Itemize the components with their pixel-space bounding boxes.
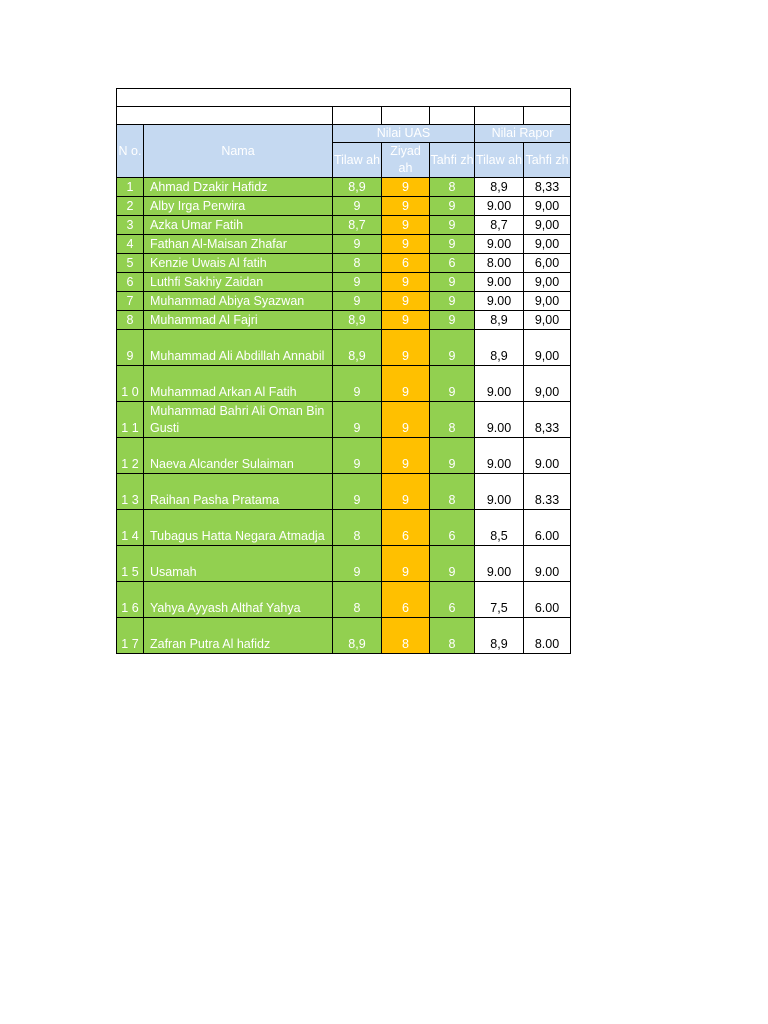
table-row [117,618,571,654]
uas-tilawah-cell[interactable]: 9 [333,292,382,311]
blank-row [117,107,571,125]
rapor-tahfizh-cell[interactable]: 9.00 [524,438,571,474]
uas-ziyadah-cell[interactable]: 9 [382,311,430,330]
header-rapor-tahfizh[interactable]: Tahfi zh [524,143,571,178]
student-name-cell[interactable]: Muhammad Ali Abdillah Annabil [144,330,333,366]
table-row [117,311,571,330]
blank-cell[interactable] [475,107,524,125]
table-row [117,546,571,582]
uas-tahfizh-cell[interactable]: 8 [430,618,475,654]
table-row [117,510,571,546]
uas-ziyadah-cell[interactable]: 9 [382,292,430,311]
uas-ziyadah-cell[interactable]: 9 [382,546,430,582]
blank-cell[interactable] [117,107,333,125]
row-number-cell[interactable]: 4 [117,235,144,254]
rapor-tilawah-cell[interactable]: 9.00 [475,366,524,402]
table-row [117,330,571,366]
uas-tahfizh-cell[interactable]: 9 [430,197,475,216]
uas-tilawah-cell[interactable]: 8 [333,510,382,546]
uas-tahfizh-cell[interactable]: 8 [430,474,475,510]
table-row [117,273,571,292]
uas-ziyadah-cell[interactable]: 6 [382,254,430,273]
rapor-tilawah-cell[interactable]: 8,5 [475,510,524,546]
blank-cell[interactable] [524,107,571,125]
rapor-tilawah-cell[interactable]: 8,9 [475,178,524,197]
uas-tahfizh-cell[interactable]: 9 [430,311,475,330]
uas-tilawah-cell[interactable]: 9 [333,235,382,254]
rapor-tahfizh-cell[interactable]: 8,33 [524,178,571,197]
rapor-tahfizh-cell[interactable]: 6.00 [524,582,571,618]
title-row [117,89,571,107]
student-name-cell[interactable]: Fathan Al-Maisan Zhafar [144,235,333,254]
uas-tahfizh-cell[interactable]: 9 [430,546,475,582]
uas-tahfizh-cell[interactable]: 9 [430,273,475,292]
uas-tahfizh-cell[interactable]: 6 [430,510,475,546]
rapor-tahfizh-cell[interactable]: 9,00 [524,235,571,254]
uas-ziyadah-cell[interactable]: 9 [382,474,430,510]
rapor-tilawah-cell[interactable]: 7,5 [475,582,524,618]
row-number-cell[interactable]: 7 [117,292,144,311]
uas-tahfizh-cell[interactable]: 6 [430,254,475,273]
rapor-tahfizh-cell[interactable]: 9,00 [524,330,571,366]
grades-table [116,88,571,654]
uas-ziyadah-cell[interactable]: 8 [382,618,430,654]
header-nilai-rapor[interactable]: Nilai Rapor [475,125,571,143]
table-row [117,438,571,474]
table-row [117,254,571,273]
uas-ziyadah-cell[interactable]: 9 [382,235,430,254]
uas-ziyadah-cell[interactable]: 6 [382,510,430,546]
student-name-cell[interactable]: Muhammad Abiya Syazwan [144,292,333,311]
student-name-cell[interactable]: Alby Irga Perwira [144,197,333,216]
rapor-tahfizh-cell[interactable]: 6.00 [524,510,571,546]
uas-tilawah-cell[interactable]: 8,9 [333,178,382,197]
rapor-tilawah-cell[interactable]: 8.00 [475,254,524,273]
rapor-tilawah-cell[interactable]: 9.00 [475,235,524,254]
row-number-cell[interactable]: 1 5 [117,546,144,582]
uas-tahfizh-cell[interactable]: 9 [430,366,475,402]
uas-tahfizh-cell[interactable]: 8 [430,178,475,197]
title-cell[interactable] [117,89,571,107]
rapor-tilawah-cell[interactable]: 9.00 [475,474,524,510]
uas-ziyadah-cell[interactable]: 9 [382,330,430,366]
row-number-cell[interactable]: 1 [117,178,144,197]
table-row [117,402,571,438]
uas-tilawah-cell[interactable]: 8,7 [333,216,382,235]
uas-tilawah-cell[interactable]: 9 [333,197,382,216]
uas-tahfizh-cell[interactable]: 9 [430,438,475,474]
uas-ziyadah-cell[interactable]: 6 [382,582,430,618]
uas-tilawah-cell[interactable]: 9 [333,402,382,438]
student-name-cell[interactable]: Muhammad Arkan Al Fatih [144,366,333,402]
uas-tilawah-cell[interactable]: 9 [333,438,382,474]
student-name-cell[interactable]: Usamah [144,546,333,582]
rapor-tilawah-cell[interactable]: 9.00 [475,197,524,216]
rapor-tilawah-cell[interactable]: 8,9 [475,311,524,330]
rapor-tahfizh-cell[interactable]: 9.00 [524,546,571,582]
row-number-cell[interactable]: 6 [117,273,144,292]
table-row [117,235,571,254]
student-name-cell[interactable]: Naeva Alcander Sulaiman [144,438,333,474]
rapor-tahfizh-cell[interactable]: 8.00 [524,618,571,654]
uas-ziyadah-cell[interactable]: 9 [382,197,430,216]
table-row [117,366,571,402]
row-number-cell[interactable]: 1 0 [117,366,144,402]
table-row [117,216,571,235]
rapor-tilawah-cell[interactable]: 9.00 [475,273,524,292]
table-row [117,178,571,197]
blank-cell[interactable] [333,107,382,125]
uas-tilawah-cell[interactable]: 8 [333,582,382,618]
rapor-tilawah-cell[interactable]: 9.00 [475,402,524,438]
uas-ziyadah-cell[interactable]: 9 [382,273,430,292]
row-number-cell[interactable]: 5 [117,254,144,273]
rapor-tahfizh-cell[interactable]: 9,00 [524,292,571,311]
rapor-tahfizh-cell[interactable]: 9,00 [524,366,571,402]
uas-ziyadah-cell[interactable]: 9 [382,178,430,197]
uas-ziyadah-cell[interactable]: 9 [382,216,430,235]
uas-tilawah-cell[interactable]: 8 [333,254,382,273]
header-tahfizh[interactable]: Tahfi zh [430,143,475,178]
uas-tahfizh-cell[interactable]: 9 [430,216,475,235]
uas-tilawah-cell[interactable]: 9 [333,474,382,510]
rapor-tilawah-cell[interactable]: 9.00 [475,438,524,474]
row-number-cell[interactable]: 1 6 [117,582,144,618]
row-number-cell[interactable]: 1 2 [117,438,144,474]
row-number-cell[interactable]: 1 3 [117,474,144,510]
uas-tilawah-cell[interactable]: 9 [333,366,382,402]
rapor-tilawah-cell[interactable]: 8,9 [475,330,524,366]
student-name-cell[interactable]: Ahmad Dzakir Hafidz [144,178,333,197]
student-name-cell[interactable]: Zafran Putra Al hafidz [144,618,333,654]
student-name-cell[interactable]: Tubagus Hatta Negara Atmadja [144,510,333,546]
uas-tilawah-cell[interactable]: 8,9 [333,311,382,330]
rapor-tahfizh-cell[interactable]: 9,00 [524,197,571,216]
student-name-cell[interactable]: Muhammad Bahri Ali Oman Bin Gusti [144,402,333,438]
student-name-cell[interactable]: Azka Umar Fatih [144,216,333,235]
uas-tahfizh-cell[interactable]: 9 [430,235,475,254]
student-name-cell[interactable]: Kenzie Uwais Al fatih [144,254,333,273]
row-number-cell[interactable]: 2 [117,197,144,216]
row-number-cell[interactable]: 8 [117,311,144,330]
uas-tahfizh-cell[interactable]: 9 [430,292,475,311]
uas-tilawah-cell[interactable]: 8,9 [333,330,382,366]
header-row-1 [117,125,571,143]
rapor-tilawah-cell[interactable]: 8,9 [475,618,524,654]
rapor-tilawah-cell[interactable]: 9.00 [475,292,524,311]
rapor-tahfizh-cell[interactable]: 9,00 [524,273,571,292]
header-no[interactable]: N o. [117,125,144,178]
uas-tilawah-cell[interactable]: 9 [333,546,382,582]
row-number-cell[interactable]: 1 1 [117,402,144,438]
table-row [117,582,571,618]
row-number-cell[interactable]: 3 [117,216,144,235]
student-name-cell[interactable]: Raihan Pasha Pratama [144,474,333,510]
uas-tahfizh-cell[interactable]: 9 [430,330,475,366]
uas-tahfizh-cell[interactable]: 8 [430,402,475,438]
header-nilai-uas[interactable]: Nilai UAS [333,125,475,143]
row-number-cell[interactable]: 1 4 [117,510,144,546]
uas-ziyadah-cell[interactable]: 9 [382,438,430,474]
blank-cell[interactable] [382,107,430,125]
student-name-cell[interactable]: Muhammad Al Fajri [144,311,333,330]
rapor-tahfizh-cell[interactable]: 8,33 [524,402,571,438]
rapor-tahfizh-cell[interactable]: 6,00 [524,254,571,273]
rapor-tilawah-cell[interactable]: 9.00 [475,546,524,582]
student-name-cell[interactable]: Luthfi Sakhiy Zaidan [144,273,333,292]
uas-ziyadah-cell[interactable]: 9 [382,366,430,402]
uas-tilawah-cell[interactable]: 9 [333,273,382,292]
row-number-cell[interactable]: 9 [117,330,144,366]
uas-tilawah-cell[interactable]: 8,9 [333,618,382,654]
header-name[interactable]: Nama [144,125,333,178]
header-tilawah[interactable]: Tilaw ah [333,143,382,178]
rapor-tahfizh-cell[interactable]: 8.33 [524,474,571,510]
rapor-tahfizh-cell[interactable]: 9,00 [524,311,571,330]
row-number-cell[interactable]: 1 7 [117,618,144,654]
uas-tahfizh-cell[interactable]: 6 [430,582,475,618]
table-row [117,197,571,216]
uas-ziyadah-cell[interactable]: 9 [382,402,430,438]
student-name-cell[interactable]: Yahya Ayyash Althaf Yahya [144,582,333,618]
blank-cell[interactable] [430,107,475,125]
rapor-tilawah-cell[interactable]: 8,7 [475,216,524,235]
table-row [117,292,571,311]
table-row [117,474,571,510]
header-rapor-tilawah[interactable]: Tilaw ah [475,143,524,178]
rapor-tahfizh-cell[interactable]: 9,00 [524,216,571,235]
header-ziyadah[interactable]: Ziyad ah [382,143,430,178]
